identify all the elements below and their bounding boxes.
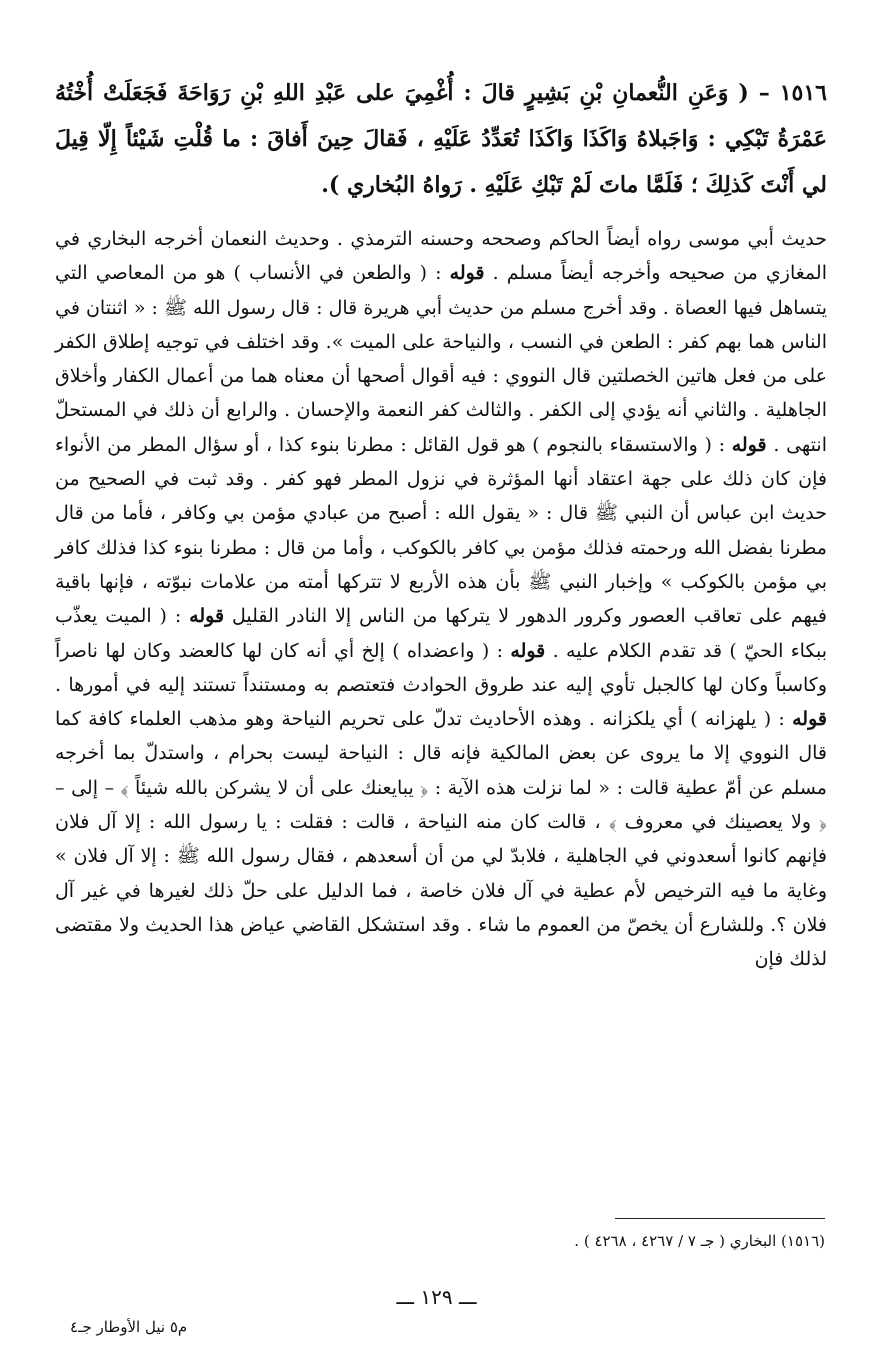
footnote-divider (615, 1218, 825, 1219)
commentary-text-6: : ( يلهزانه ) أي يلكزانه . وهذه الأحاديث تدلّ على تحريم النياحة وهو مذهب العلماء كافة كما قال النووي إلا ما يروى عن بعض المالكية فإنه قال : النياحة ليست بحرام ، واستدلّ بما أخرجه مسلم عن أمّ عطية قالت : « لما نزلت هذه الآية : ﴿ يبايعنك على أن لا يشركن بالله شيئاً ﴾ – إلى – ﴿ ولا يعصينك في معروف ﴾ ، قالت كان منه النياحة ، قالت : فقلت : يا رسول الله : إلا آل فلان فإنهم كانوا أسعدوني في الجاهلية ، فلابدّ لي من أن أسعدهم ، فقال رسول الله ﷺ : إلا آل فلان » وغاية ما فيه الترخيص لأم عطية في آل فلان خاصة ، فما الدليل على حلّ ذلك لغيرها في غير آل فلان ؟. وللشارع أن يخصّ من العموم ما شاء . وقد استشكل القاضي عياض هذا الحديث ولا مقتضى لذلك فإن (55, 708, 828, 971)
keyword-qawluhu: قوله (731, 433, 767, 456)
commentary-text-2: : ( والطعن في الأنساب ) هو من المعاصي التي يتساهل فيها العصاة . وقد أخرج مسلم من حديث أبي هريرة قال : قال رسول الله ﷺ : « اثنتان في الناس هما بهم كفر : الطعن في النسب ، والنياحة على الميت ». وقد اختلف في توجيه إطلاق الكفر على من فعل هاتين الخصلتين قال النووي : فيه أقوال أصحها أن معناه هما من أعمال الكفار وأخلاق الجاهلية . والثاني أنه يؤدي إلى الكفر . والثالث كفر النعمة والإحسان . والرابع أن ذلك في المستحلّ انتهى . (55, 262, 827, 456)
keyword-qawluhu: قوله (189, 605, 225, 628)
keyword-qawluhu: قوله (449, 262, 485, 285)
commentary-text-5: : ( واعضداه ) إلخ أي أنه كان لها كالعضد وكان لها ناصراً وكاسباً وكان لها كالجبل تأوي إليه عند طروق الحوادث فتعتصم به ومستنداً تستند إليه في أمورها . (55, 639, 827, 696)
commentary (55, 222, 827, 977)
hadith-block (55, 70, 827, 208)
hadith-number: ١٥١٦ – (758, 80, 827, 106)
commentary-text-4: : ( الميت يعذّب ببكاء الحيّ ) قد تقدم الكلام عليه . (55, 605, 827, 662)
commentary-paragraph (55, 222, 827, 977)
keyword-qawluhu: قوله (792, 708, 827, 731)
page-body (55, 70, 827, 977)
page-number: ـــ ١٢٩ ـــ (396, 1285, 477, 1309)
commentary-text-1: حديث أبي موسى رواه أيضاً الحاكم وصححه وحسنه الترمذي . وحديث النعمان أخرجه البخاري في المغازي من صحيحه وأخرجه أيضاً مسلم . (55, 228, 827, 285)
printer-signature: م٥ نيل الأوطار جـ٤ (70, 1318, 188, 1336)
commentary-text-3: : ( والاستسقاء بالنجوم ) هو قول القائل : مطرنا بنوء كذا ، أو سؤال المطر من الأنواء فإن كان ذلك على جهة اعتقاد أنها المؤثرة في نزول المطر فهو كفر . وقد ثبت في الصحيح من حديث ابن عباس أن النبي ﷺ قال : « يقول الله : أصبح من عبادي مؤمن بي وكافر ، فأما من قال مطرنا بفضل الله ورحمته فذلك مؤمن بي كافر بالكوكب ، وأما من قال : مطرنا بنوء كذا فذلك كافر بي مؤمن بالكوكب » وإخبار النبي ﷺ بأن هذه الأربع لا تتركها أمته من علامات نبوّته ، فإنها باقية فيهم على تعاقب العصور وكرور الدهور لا يتركها من الناس إلا النادر القليل (55, 433, 827, 628)
hadith-text: ( وَعَنِ النُّعمانِ بْنِ بَشِيرٍ قالَ : أُغْمِيَ على عَبْدِ اللهِ بْنِ رَوَاحَةَ فَجَعَلَتْ أُخْتُهُ عَمْرَةُ تَبْكِي : وَاجَبلاهُ وَاكَذَا وَاكَذَا تُعَدِّدُ عَلَيْهِ ، فَقالَ حِينَ أَفاقَ : ما قُلْتِ شَيْئاً إِلّا قِيلَ لي أَنْتَ كَذلِكَ ؛ فَلَمَّا ماتَ لَمْ تَبْكِ عَلَيْهِ . رَواهُ البُخاري ). (55, 80, 827, 198)
footnote: (١٥١٦) البخاري ( جـ ٧ / ٤٢٦٧ ، ٤٢٦٨ ) . (574, 1232, 825, 1250)
keyword-qawluhu: قوله (510, 639, 546, 662)
